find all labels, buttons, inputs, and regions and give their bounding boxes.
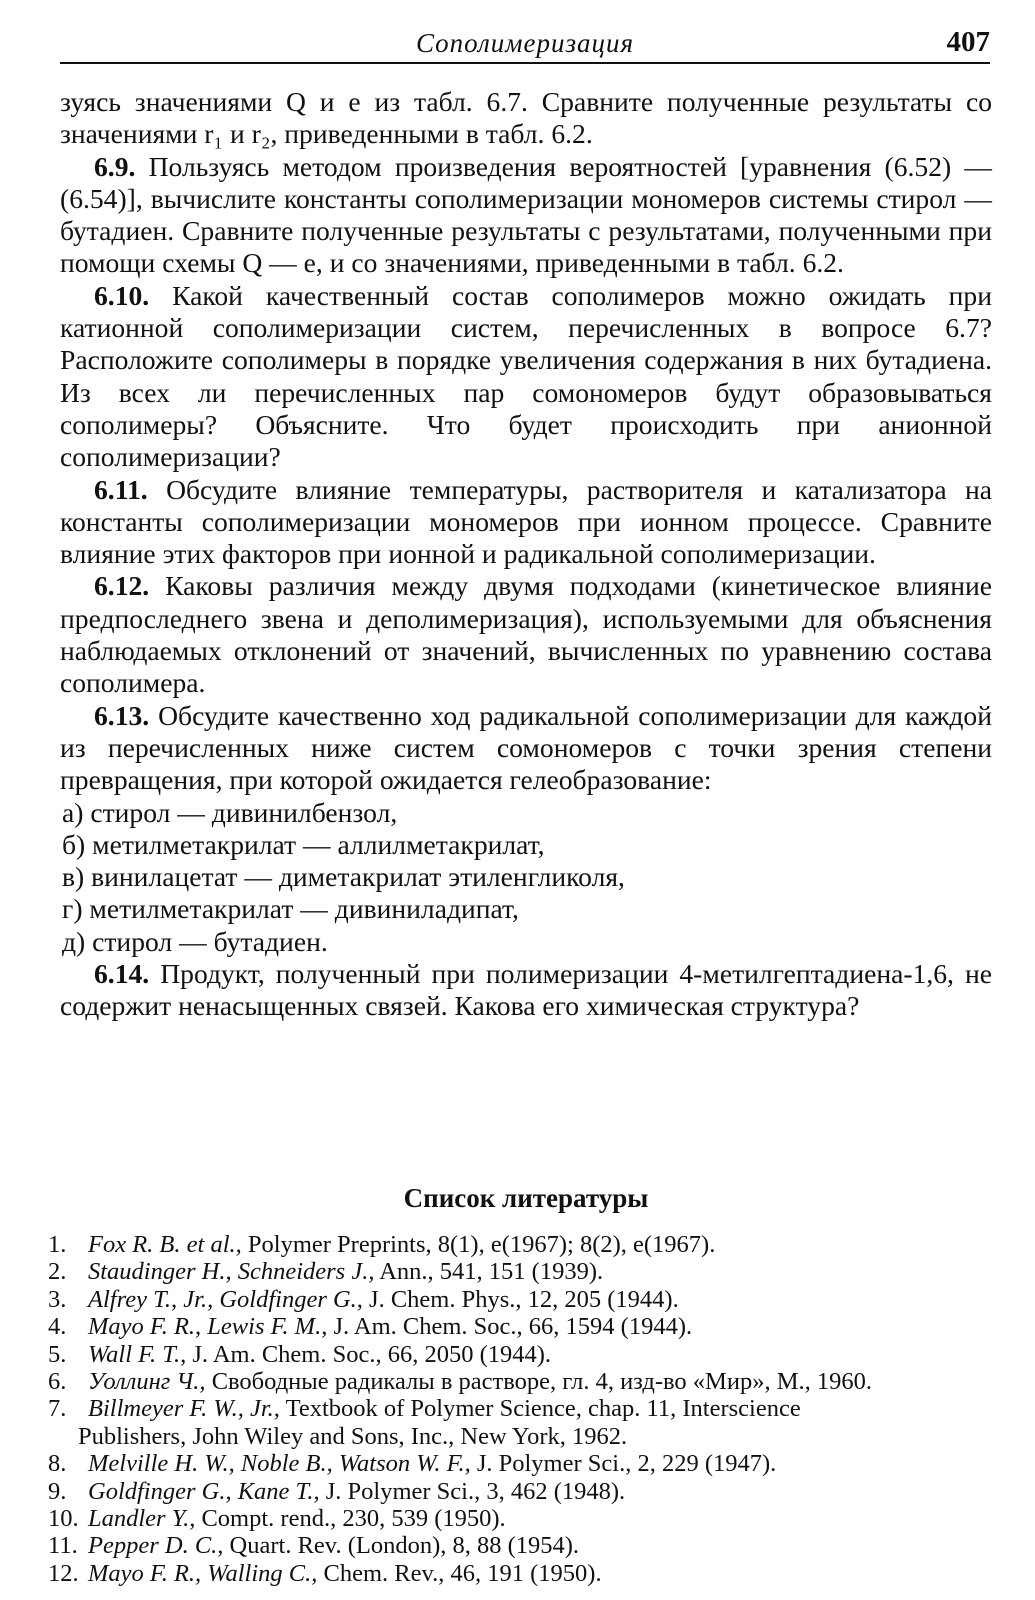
reference-item: [48, 1560, 998, 1587]
reference-source: J. Am. Chem. Soc., 66, 1594 (1944).: [327, 1313, 693, 1341]
reference-item: [48, 1368, 998, 1395]
reference-number: 7.: [48, 1395, 67, 1423]
question-text: Каковы различия между двумя подходами (кинетическое влияние предпоследнего звена и деполимеризация), используемыми для объяснения наблюдаемых отклонений от значений, вычисленных по уравнению состава сополимера.: [60, 570, 992, 699]
reference-item: [48, 1532, 998, 1559]
page-number: 407: [946, 26, 990, 58]
reference-item: [48, 1478, 998, 1505]
reference-source: Textbook of Polymer Science, chap. 11, Interscience: [279, 1395, 801, 1423]
reference-number: 9.: [48, 1477, 67, 1505]
reference-number: 1.: [48, 1231, 67, 1258]
reference-source: J. Am. Chem. Soc., 66, 2050 (1944).: [186, 1340, 552, 1368]
question-number: 6.10.: [94, 279, 150, 311]
reference-source: Свободные радикалы в растворе, гл. 4, изд-во «Мир», М., 1960.: [205, 1368, 872, 1396]
reference-number: 4.: [48, 1313, 67, 1341]
paragraph-continuation: зуясь значениями Q и e из табл. 6.7. Сравните полученные результаты со значениями r₁ и r₂, приведенными в табл. 6.2.: [60, 86, 992, 150]
reference-source: J. Polymer Sci., 3, 462 (1948).: [319, 1477, 626, 1505]
references-title: Список литературы: [403, 1183, 649, 1213]
question-6-12: [60, 570, 992, 699]
question-text: Пользуясь методом произведения вероятностей [уравнения (6.52) — (6.54)], вычислите константы сополимеризации мономеров системы стирол — бутадиен. Сравните полученные результаты с результатами, полученными при помощи схемы Q — e, и со значениями, приведенными в табл. 6.2.: [60, 150, 992, 279]
references-list: [48, 1231, 998, 1587]
header-title: Сополимеризация: [415, 28, 635, 58]
question-number: 6.11.: [94, 473, 148, 505]
reference-number: 8.: [48, 1450, 67, 1478]
reference-item: [48, 1313, 998, 1340]
reference-source: Polymer Preprints, 8(1), e(1967); 8(2), e(1967).: [241, 1231, 716, 1258]
reference-source: Compt. rend., 230, 539 (1950).: [195, 1505, 506, 1533]
reference-continuation: Publishers, John Wiley and Sons, Inc., New York, 1962.: [78, 1422, 628, 1450]
reference-number: 12.: [48, 1559, 79, 1587]
question-6-9: [60, 151, 992, 280]
reference-source: Ann., 541, 151 (1939).: [374, 1258, 604, 1286]
reference-number: 5.: [48, 1340, 67, 1368]
reference-number: 3.: [48, 1285, 67, 1313]
reference-authors: Уоллинг Ч.,: [88, 1368, 206, 1396]
reference-authors: Mayo F. R., Walling C.,: [88, 1559, 318, 1587]
reference-item: [48, 1505, 998, 1532]
reference-source: J. Polymer Sci., 2, 229 (1947).: [470, 1450, 777, 1478]
question-6-10: [60, 280, 992, 474]
question-text: Обсудите качественно ход радикальной сополимеризации для каждой из перечисленных ниже систем сомономеров с точки зрения степени превращения, при которой ожидается гелеобразование:: [60, 699, 992, 796]
reference-authors: Billmeyer F. W., Jr.,: [88, 1395, 280, 1423]
list-item: г) метилметакрилат — дивиниладипат,: [62, 893, 519, 925]
reference-authors: Alfrey T., Jr., Goldfinger G.,: [88, 1285, 363, 1313]
reference-authors: Staudinger H., Schneiders J.,: [88, 1258, 375, 1286]
reference-item: [48, 1341, 998, 1368]
reference-item: [48, 1450, 998, 1477]
reference-authors: Goldfinger G., Kane T.,: [88, 1477, 320, 1505]
question-text: Какой качественный состав сополимеров можно ожидать при катионной сополимеризации систем, перечисленных в вопросе 6.7? Расположите сополимеры в порядке увеличения содержания в них бутадиена. Из всех ли перечисленных пар сомономеров будут образовываться сополимеры? Объясните. Что будет происходить при анионной сополимеризации?: [60, 279, 992, 473]
question-6-13: [60, 700, 992, 797]
reference-authors: Melville H. W., Noble B., Watson W. F.,: [88, 1450, 471, 1478]
reference-item: [48, 1395, 998, 1422]
reference-source: J. Chem. Phys., 12, 205 (1944).: [362, 1285, 679, 1313]
list-item: а) стирол — дивинилбензол,: [62, 796, 398, 828]
list-item: д) стирол — бутадиен.: [62, 925, 328, 957]
reference-authors: Fox R. B. et al.,: [88, 1231, 242, 1258]
main-text: [60, 86, 992, 1023]
reference-authors: Landler Y.,: [88, 1505, 196, 1533]
list-item: б) метилметакрилат — аллилметакрилат,: [62, 828, 545, 860]
reference-authors: Mayo F. R., Lewis F. M.,: [88, 1313, 328, 1341]
question-number: 6.13.: [94, 699, 150, 731]
list-item: в) винилацетат — диметакрилат этиленгликоля,: [62, 861, 625, 893]
reference-number: 6.: [48, 1368, 67, 1396]
question-6-11: [60, 474, 992, 571]
reference-item: [48, 1258, 998, 1285]
reference-authors: Pepper D. C.,: [88, 1532, 224, 1560]
question-6-14: [60, 958, 992, 1023]
reference-item: [48, 1286, 998, 1313]
question-number: 6.9.: [94, 150, 136, 182]
reference-item: [48, 1231, 998, 1258]
reference-source: Chem. Rev., 46, 191 (1950).: [317, 1559, 602, 1587]
reference-source: Quart. Rev. (London), 8, 88 (1954).: [223, 1532, 580, 1560]
question-number: 6.14.: [94, 958, 150, 990]
reference-number: 10.: [48, 1505, 79, 1533]
question-text: Продукт, полученный при полимеризации 4-метилгептадиена-1,6, не содержит ненасыщенных связей. Какова его химическая структура?: [60, 958, 992, 1022]
reference-number: 2.: [48, 1258, 67, 1286]
question-number: 6.12.: [94, 570, 150, 602]
system-list: [60, 797, 992, 958]
question-text: Обсудите влияние температуры, растворителя и катализатора на константы сополимеризации мономеров при ионном процессе. Сравните влияние этих факторов при ионной и радикальной сополимеризации.: [60, 473, 992, 570]
running-header: [60, 22, 990, 64]
reference-number: 11.: [48, 1532, 78, 1560]
reference-authors: Wall F. T.,: [88, 1340, 187, 1368]
